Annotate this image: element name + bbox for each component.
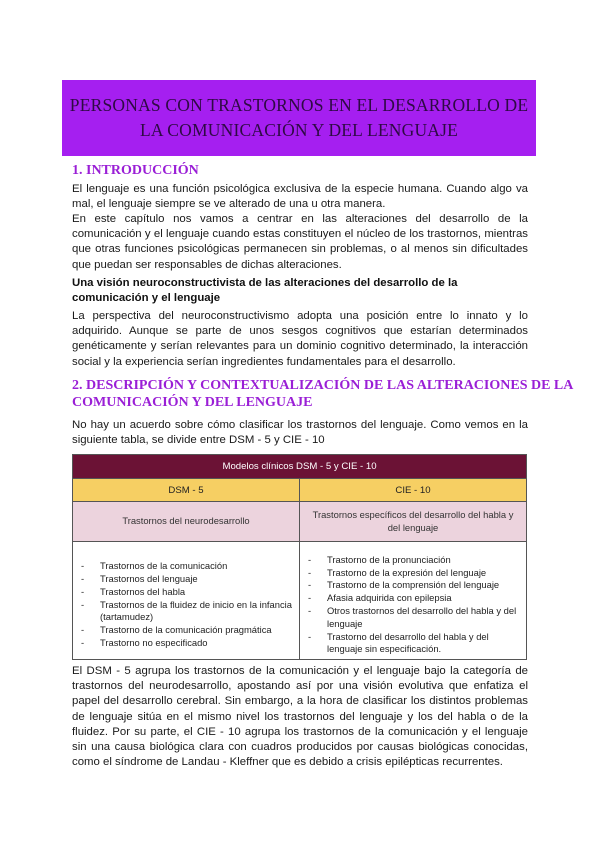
cie10-disorder-list <box>300 545 526 656</box>
subheading-neuroconstructivista: Una visión neuroconstructivista de las alteraciones del desarrollo de la comunicación y el lenguaje <box>72 277 458 305</box>
section-heading-descripcion <box>72 377 573 411</box>
list-item: - Trastorno de la comprensión del lenguaje <box>308 579 520 592</box>
table-header-cie10: CIE - 10 <box>300 479 527 502</box>
dsm5-disorder-list <box>73 551 299 650</box>
table-header-dsm5: DSM - 5 <box>73 479 300 502</box>
neuroconstructivism-paragraph: La perspectiva del neuroconstructivismo adopta una posición entre lo innato y lo adquirido. Aunque se parte de unos sesgos cognitivos que estarían determinados genéticamente y serían relevantes para un dominio cognitivo determinado, la interacción social y la experiencia serían ingredientes fundamentales para el desarrollo. <box>72 310 528 368</box>
clinical-models-table <box>72 454 527 660</box>
list-item: - Otros trastornos del desarrollo del habla y del lenguaje <box>308 605 520 631</box>
list-item: - Trastornos del habla <box>81 586 293 599</box>
table-list-row <box>73 542 527 660</box>
document-title-line-1: PERSONAS CON TRASTORNOS EN EL DESARROLLO DE <box>69 95 529 115</box>
table-list-cie10 <box>300 542 527 660</box>
list-item: - Trastorno de la pronunciación <box>308 554 520 567</box>
table-subheader-cie10 <box>300 502 527 542</box>
title-banner <box>62 80 536 156</box>
list-item: - Trastorno del desarrollo del habla y del lenguaje sin especificación. <box>308 631 520 657</box>
intro-paragraph-1: El lenguaje es una función psicológica exclusiva de la especie humana. Cuando algo va mal, el lenguaje siempre se ve alterado de una u otra manera. <box>72 183 528 211</box>
document-title-line-2: LA COMUNICACIÓN Y DEL LENGUAJE <box>139 120 459 140</box>
section-heading-descripcion-line-2: COMUNICACIÓN Y DEL LENGUAJE <box>72 395 313 410</box>
table-subheader-dsm5 <box>73 502 300 542</box>
section-heading-introduccion: 1. INTRODUCCIÓN <box>72 163 199 178</box>
list-item: - Trastorno de la comunicación pragmática <box>81 624 293 637</box>
table-list-dsm5 <box>73 542 300 660</box>
table-subheader-dsm5-text: Trastornos del neurodesarrollo <box>122 515 250 527</box>
table-subheader-cie10-text: Trastornos específicos del desarrollo del habla y del lenguaje <box>312 509 514 533</box>
table-intro-paragraph: No hay un acuerdo sobre cómo clasificar los trastornos del lenguaje. Como vemos en la siguiente tabla, se divide entre DSM - 5 y CIE - 10 <box>72 419 528 447</box>
list-item: - Trastornos de la fluidez de inicio en la infancia (tartamudez) <box>81 599 293 625</box>
list-item: - Afasia adquirida con epilepsia <box>308 592 520 605</box>
table-title-cell: Modelos clínicos DSM - 5 y CIE - 10 <box>73 455 527 479</box>
list-item: - Trastornos de la comunicación <box>81 560 293 573</box>
table-title-row <box>73 455 527 479</box>
table-subheader-row <box>73 502 527 542</box>
section-heading-descripcion-line-1: 2. DESCRIPCIÓN Y CONTEXTUALIZACIÓN DE LAS ALTERACIONES DE LA <box>72 378 574 393</box>
table-header-row <box>73 479 527 502</box>
list-item: - Trastorno de la expresión del lenguaje <box>308 567 520 580</box>
intro-paragraph-2: En este capítulo nos vamos a centrar en las alteraciones del desarrollo de la comunicación y el lenguaje cuando estas constituyen el núcleo de los trastornos, mientras que otras funciones psicológicas permanecen sin problemas, o al menos sin dificultades que puedan ser responsables de dichas alteraciones. <box>72 213 528 271</box>
list-item: - Trastorno no especificado <box>81 637 293 650</box>
list-item: - Trastornos del lenguaje <box>81 573 293 586</box>
closing-paragraph: El DSM - 5 agrupa los trastornos de la comunicación y el lenguaje bajo la categoría de trastornos del neurodesarrollo, apostando así por una visión evolutiva que enfatiza el papel del desarrollo cerebral. Sin embargo, a la hora de clasificar los distintos problemas de lenguaje sitúa en el mismo nivel los trastornos del lenguaje y los del habla o de la fluidez. Por su parte, el CIE - 10 agrupa los trastornos de la comunicación y el lenguaje sin una causa biológica clara con cuadros producidos por causas biológicas conocidas, como el síndrome de Landau - Kleffner que es debido a crisis epilépticas recurrentes. <box>72 665 528 769</box>
